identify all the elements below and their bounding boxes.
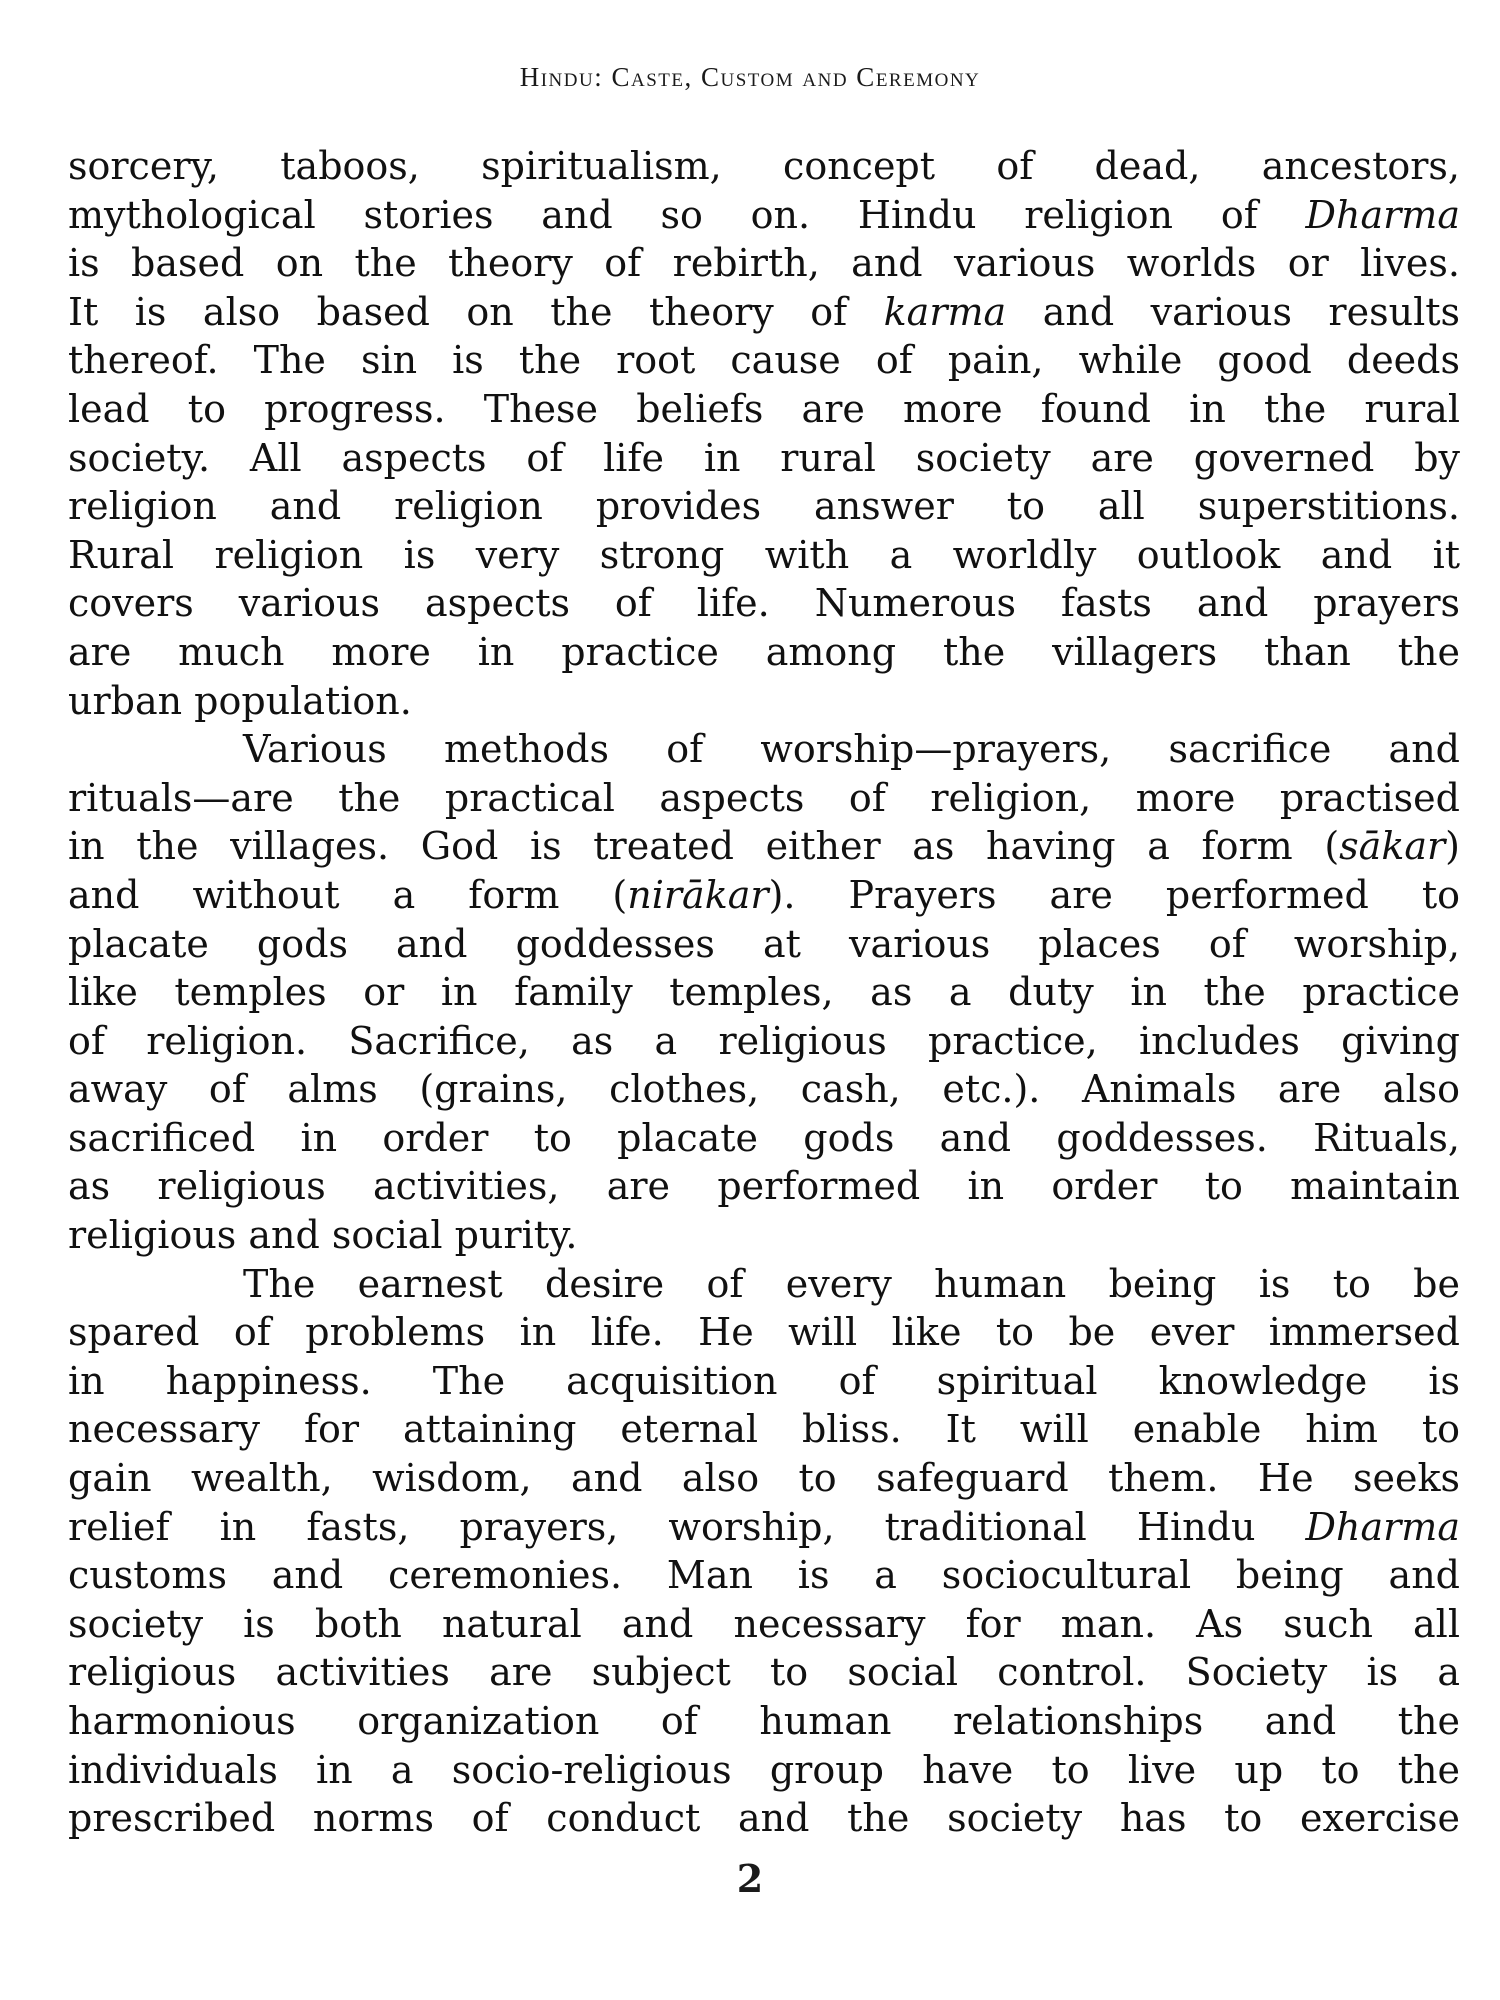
text-line: of religion. Sacrifice, as a religious practice, includes giving [68,1018,1460,1063]
text-line: prescribed norms of conduct and the society has to exercise [68,1796,1460,1841]
running-head: Hindu: Caste, Custom and Ceremony [519,62,981,92]
text-line: religious activities are subject to social control. Society is a [68,1650,1460,1695]
italic-term: Dharma [1305,192,1460,237]
paragraph [68,142,1460,725]
text-line: lead to progress. These beliefs are more found in the rural [68,386,1460,431]
text-line: thereof. The sin is the root cause of pain, while good deeds [68,338,1460,383]
text-line: The earnest desire of every human being is to be [243,1261,1460,1306]
text-line: away of alms (grains, clothes, cash, etc.). Animals are also [68,1067,1460,1112]
text-line: individuals in a socio-religious group have to live up to the [68,1747,1460,1792]
text-line: sorcery, taboos, spiritualism, concept of dead, ancestors, [68,144,1460,188]
text-line: is based on the theory of rebirth, and various worlds or lives. [68,241,1460,286]
text-line: religion and religion provides answer to all superstitions. [68,484,1460,529]
italic-term: karma [883,289,1007,334]
text-line: urban population. [68,678,412,723]
text-line: and without a form (nirākar). Prayers are performed to [68,872,1461,917]
text-line: rituals—are the practical aspects of religion, more practised [68,775,1460,820]
paragraph [68,1260,1460,1843]
text-line: customs and ceremonies. Man is a sociocultural being and [68,1553,1460,1598]
text-line: as religious activities, are performed in order to maintain [68,1164,1460,1209]
page-number: 2 [736,1856,764,1901]
text-line: religious and social purity. [68,1213,578,1258]
text-line: Rural religion is very strong with a worldly outlook and it [68,532,1460,577]
text-line: in happiness. The acquisition of spiritual knowledge is [68,1358,1460,1403]
text-line: in the villages. God is treated either as having a form (sākar) [68,824,1460,869]
paragraph [68,725,1460,1260]
text-line: harmonious organization of human relationships and the [68,1699,1460,1743]
text-line: are much more in practice among the villagers than the [68,629,1460,674]
text-line: society is both natural and necessary for man. As such all [68,1601,1460,1646]
text-line: sacrificed in order to placate gods and goddesses. Rituals, [68,1115,1460,1160]
text-line: society. All aspects of life in rural society are governed by [68,435,1460,480]
text-line: like temples or in family temples, as a duty in the practice [68,970,1460,1015]
text-line: spared of problems in life. He will like to be ever immersed [68,1310,1460,1355]
italic-term: nirākar [627,872,769,917]
italic-term: sākar [1339,824,1446,869]
text-line: relief in fasts, prayers, worship, traditional Hindu Dharma [68,1504,1460,1549]
text-line: placate gods and goddesses at various places of worship, [68,921,1460,966]
italic-term: Dharma [1305,1504,1460,1549]
text-line: Various methods of worship—prayers, sacrifice and [243,727,1460,772]
text-line: covers various aspects of life. Numerous fasts and prayers [68,581,1460,626]
text-line: mythological stories and so on. Hindu religion of Dharma [68,192,1460,237]
text-line: necessary for attaining eternal bliss. It will enable him to [68,1407,1460,1452]
page-body [68,142,1460,1843]
text-line: It is also based on the theory of karma and various results [68,289,1460,334]
text-line: gain wealth, wisdom, and also to safeguard them. He seeks [68,1456,1460,1501]
